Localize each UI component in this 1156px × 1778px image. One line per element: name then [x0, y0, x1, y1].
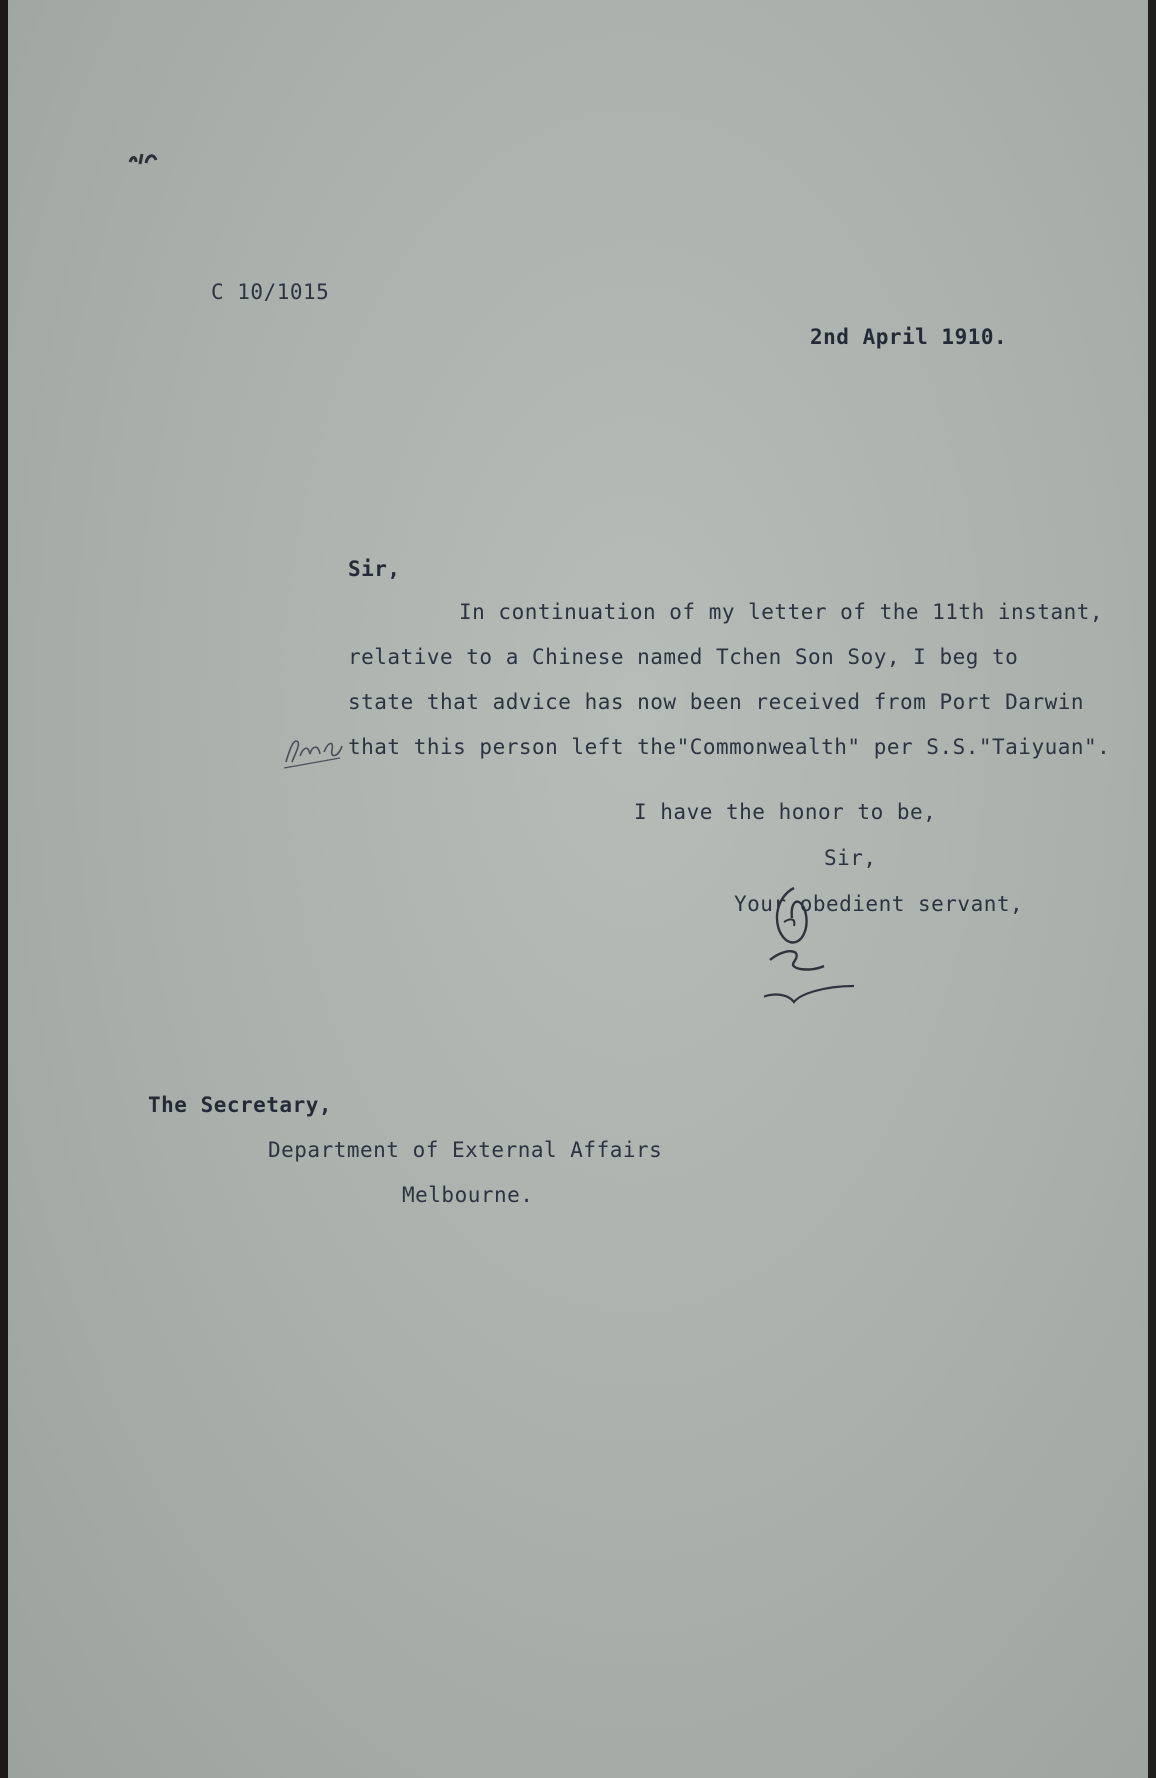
closing-line-3: Your obedient servant, — [734, 892, 1024, 916]
body-line-4: that this person left the"Commonwealth" per S.S."Taiyuan". — [348, 735, 1111, 759]
scan-right-edge — [1148, 0, 1156, 1778]
scan-left-edge — [0, 0, 8, 1778]
addressee-line-2: Department of External Affairs — [268, 1138, 663, 1162]
body-line-3: state that advice has now been received from Port Darwin — [348, 690, 1085, 714]
letter-page — [8, 0, 1148, 1778]
corner-ink-mark — [126, 148, 162, 168]
closing-line-2: Sir, — [824, 846, 877, 870]
body-line-1: In continuation of my letter of the 11th instant, — [459, 600, 1104, 624]
marginal-handwritten-initials — [280, 728, 350, 770]
salutation: Sir, — [348, 557, 401, 581]
closing-line-1: I have the honor to be, — [634, 800, 937, 824]
reference-number: C 10/1015 — [211, 280, 330, 304]
addressee-line-3: Melbourne. — [402, 1183, 534, 1207]
addressee-line-1: The Secretary, — [148, 1093, 333, 1117]
handwritten-signature — [764, 878, 894, 1018]
body-line-2: relative to a Chinese named Tchen Son Soy, I beg to — [348, 645, 1019, 669]
letter-date: 2nd April 1910. — [810, 325, 1008, 349]
